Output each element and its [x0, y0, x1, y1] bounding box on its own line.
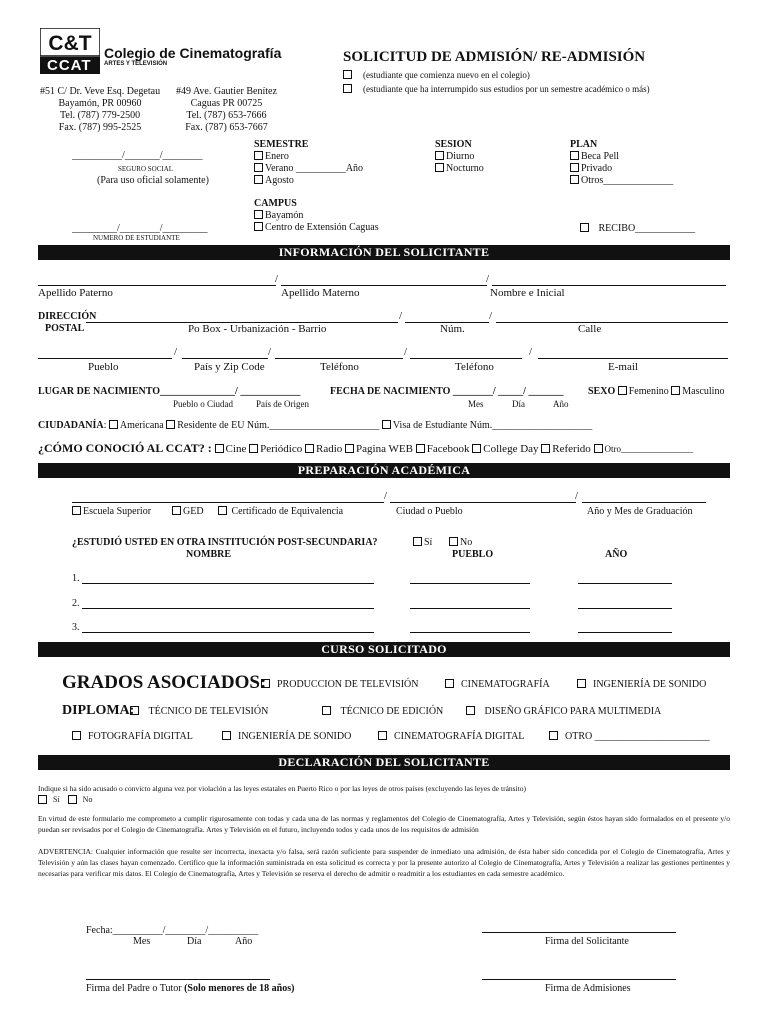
- checkbox[interactable]: [261, 679, 270, 688]
- campus-heading: CAMPUS: [254, 198, 297, 209]
- label-graduacion: Año y Mes de Graduación: [587, 506, 693, 517]
- prep-option-ged[interactable]: [172, 506, 204, 517]
- name-separator: /: [275, 273, 279, 285]
- label-postal: POSTAL: [45, 323, 85, 334]
- ssn-label: SEGURO SOCIAL: [118, 165, 174, 173]
- diploma-option-ingenieria-sonido[interactable]: [222, 731, 351, 742]
- option-label: Periódico: [260, 443, 303, 455]
- option-label: Nocturno: [446, 163, 484, 174]
- checkbox[interactable]: [466, 706, 475, 715]
- institution-row-number: 3.: [72, 622, 80, 633]
- option-label: Agosto: [265, 175, 294, 186]
- section-header-solicitante: INFORMACIÓN DEL SOLICITANTE: [38, 245, 730, 260]
- name-line-materno[interactable]: [281, 285, 487, 286]
- prep-line-graduacion[interactable]: [582, 502, 706, 503]
- dir-separator: /: [489, 310, 493, 322]
- logo-brand-mark: CCAT: [47, 57, 92, 74]
- option-label: Cine: [225, 443, 247, 455]
- label-num: Núm.: [440, 323, 465, 335]
- option-label: FOTOGRAFÍA DIGITAL: [88, 731, 193, 742]
- fecha-nacimiento-field[interactable]: FECHA DE NACIMIENTO ________/ _____/ _______: [330, 386, 564, 397]
- diploma-option-cine-digital[interactable]: [378, 731, 524, 742]
- lugar-nacimiento-field[interactable]: LUGAR DE NACIMIENTO_______________/ ____________: [38, 386, 301, 397]
- label-ano-col: AÑO: [605, 549, 628, 560]
- conocio-option-facebook[interactable]: [416, 443, 470, 455]
- checkbox[interactable]: [222, 731, 231, 740]
- option-label: GED: [183, 506, 204, 517]
- option-label: Sí: [424, 537, 433, 548]
- student-number-field[interactable]: _________/________/_________: [72, 223, 208, 234]
- label-pueblo-col: PUEBLO: [452, 549, 494, 560]
- prep-separator: /: [384, 490, 388, 502]
- label-ciudadania: CIUDADANÍA: [38, 420, 104, 431]
- option-label: Certificado de Equivalencia: [231, 506, 344, 517]
- address-caguas: [176, 86, 277, 134]
- page-title: SOLICITUD DE ADMISIÓN/ RE-ADMISIÓN: [343, 49, 646, 65]
- option-label: Privado: [581, 163, 613, 174]
- option-label: Facebook: [426, 443, 470, 455]
- plan-group: [570, 139, 673, 187]
- option-label: TÉCNICO DE EDICIÓN: [340, 706, 444, 717]
- post-secondary-option-no[interactable]: [449, 537, 472, 548]
- label-diploma: DIPLOMA:: [62, 703, 135, 718]
- prep-option-escuela[interactable]: [72, 506, 151, 517]
- diploma-option-otro[interactable]: [549, 731, 710, 742]
- checkbox[interactable]: [541, 444, 550, 453]
- label-email: E-mail: [608, 361, 638, 373]
- option-label: Pagina WEB: [356, 443, 413, 455]
- checkbox[interactable]: [618, 386, 627, 395]
- label-pueblo-ciudad: Pueblo o Ciudad: [173, 399, 233, 409]
- label-pobox: Po Box - Urbanización - Barrio: [188, 323, 327, 335]
- label-firma-padre: [86, 983, 294, 994]
- campus-option-bayamon[interactable]: [254, 210, 379, 222]
- conviction-question: Indique si ha sido acusado o convicto alguna vez por violación a las leyes estatales en Puerto Rico o por las leyes de otros países (excluyendo las leyes de tránsito): [38, 784, 526, 793]
- label-pueblo: Pueblo: [88, 361, 119, 373]
- checkbox[interactable]: [570, 151, 579, 160]
- conocio-option-radio[interactable]: [305, 443, 342, 455]
- checkbox[interactable]: [166, 420, 175, 429]
- checkbox[interactable]: [577, 679, 586, 688]
- label-grados-asociados: GRADOS ASOCIADOS:: [62, 672, 267, 693]
- checkbox[interactable]: [305, 444, 314, 453]
- diploma-option-fotografia[interactable]: [72, 731, 193, 742]
- checkbox[interactable]: [254, 163, 263, 172]
- option-label: INGENIERÍA DE SONIDO: [593, 679, 707, 690]
- label-ciudad-pueblo: Ciudad o Pueblo: [396, 506, 463, 517]
- institution-row-pueblo[interactable]: [410, 632, 530, 633]
- plan-option-privado[interactable]: [570, 163, 673, 175]
- post-secondary-question: ¿ESTUDIÓ USTED EN OTRA INSTITUCIÓN POST-SECUNDARIA?: [72, 537, 378, 548]
- option-label: DISEÑO GRÁFICO PARA MULTIMEDIA: [484, 706, 662, 717]
- contact-line-telefono1[interactable]: [275, 358, 403, 359]
- ciudadania-option-residente[interactable]: [166, 420, 379, 431]
- diploma-option-diseno-grafico[interactable]: [466, 706, 661, 717]
- option-label: Sí: [53, 795, 60, 804]
- option-label: College Day: [483, 443, 539, 455]
- option-label: OTRO _______________________: [565, 731, 710, 742]
- checkbox[interactable]: [382, 420, 391, 429]
- grado-option-cinematografia[interactable]: [445, 679, 550, 690]
- checkbox[interactable]: [254, 222, 263, 231]
- label-mes: Mes: [468, 399, 484, 409]
- conocio-option-otro[interactable]: [594, 443, 694, 455]
- institution-row-number: 1.: [72, 573, 80, 584]
- sesion-option-diurno[interactable]: [435, 151, 484, 163]
- diploma-option-tecnico-edicion[interactable]: [322, 706, 443, 717]
- institution-row-nombre[interactable]: [82, 583, 374, 584]
- admission-option-readmit[interactable]: [343, 84, 650, 94]
- sesion-heading: SESION: [435, 139, 472, 150]
- direccion-line-calle[interactable]: [496, 322, 728, 323]
- recibo-label: RECIBO____________: [598, 223, 696, 234]
- conocio-option-periodico[interactable]: [249, 443, 302, 455]
- sesion-option-nocturno[interactable]: [435, 163, 484, 175]
- label-calle: Calle: [578, 323, 602, 335]
- label-apellido-paterno: Apellido Paterno: [38, 287, 113, 299]
- label-dia: Día: [512, 399, 525, 409]
- institution-row-ano[interactable]: [578, 583, 672, 584]
- option-label: Visa de Estudiante Núm.____________________: [392, 420, 593, 431]
- option-label: Residente de EU Núm.______________________: [177, 420, 380, 431]
- student-number-label: NUMERO DE ESTUDIANTE: [93, 234, 180, 242]
- conocio-option-web[interactable]: [345, 443, 413, 455]
- declaration-paragraph: En virtud de este formulario me comprometo a cumplir rigurosamente con todas y cada una de las normas y reglamentos del Colegio de Cinematografía, Artes y Televisión, según éstos hayan sido formalados en el presente y/o puedan ser revisados por el Colegio de Cinematografía. Artes y Televisión en el futuro, incluyendo todos y cada unos de los requisitos de admisión: [38, 814, 730, 834]
- checkbox[interactable]: [472, 444, 481, 453]
- section-header-declaracion: DECLARACIÓN DEL SOLICITANTE: [38, 755, 730, 770]
- recibo-field[interactable]: [580, 223, 695, 234]
- institution-row-nombre[interactable]: [82, 632, 374, 633]
- checkbox[interactable]: [72, 731, 81, 740]
- prep-option-certificado[interactable]: [218, 506, 343, 517]
- logo-name: Colegio de Cinematografía: [104, 45, 282, 61]
- name-line-paterno[interactable]: [38, 285, 276, 286]
- checkbox[interactable]: [345, 444, 354, 453]
- fecha-field[interactable]: Fecha:__________/________/__________: [86, 925, 259, 936]
- conocio-option-college-day[interactable]: [472, 443, 538, 455]
- contact-line-telefono2[interactable]: [410, 358, 522, 359]
- label-firma-solicitante: Firma del Solicitante: [545, 936, 629, 947]
- warning-paragraph: ADVERTENCIA: Cualquier información que resulte ser incorrecta, inexacta y/o falsa, será razón suficiente para suspender de inmediato una admisión, de ésta haber sido concedida por el Colegio de Cinematografía, Artes y Televisión y aún las clases hayan comenzado. Certifico que la información suministrada en esta solicitud es correcta y por la presente autorizo al Colegio de Cinematografía, Artes y Televisión a realizar las gestiones pertinentes y necesarias para verificar mis datos. El Colegio de Cinematografía, Artes y Televisión se reserva el derecho de admitir o readmitir a los estudiantes en cada semestre académico.: [38, 847, 730, 878]
- campus-option-caguas[interactable]: [254, 222, 379, 234]
- label-text: Firma del Padre o Tutor: [86, 983, 182, 994]
- semestre-option-agosto[interactable]: [254, 175, 363, 187]
- conviction-option-si[interactable]: [38, 795, 60, 804]
- option-label: No: [82, 795, 93, 804]
- signature-line-admisiones[interactable]: [482, 979, 676, 980]
- checkbox[interactable]: [215, 444, 224, 453]
- ssn-field[interactable]: __________/_______/________: [72, 150, 203, 161]
- label-firma-admisiones: Firma de Admisiones: [545, 983, 631, 994]
- plan-option-otros[interactable]: [570, 175, 673, 187]
- checkbox[interactable]: [38, 795, 47, 804]
- contact-separator: /: [268, 346, 272, 358]
- ciudadania-group: CIUDADANÍA: Americana Residente de EU Núm.______________________ Visa de Estudiante Núm.____________________: [38, 420, 593, 431]
- institution-row-pueblo[interactable]: [410, 608, 530, 609]
- label-nombre-inicial: Nombre e Inicial: [490, 287, 565, 299]
- ccat-logo: [40, 28, 100, 74]
- checkbox[interactable]: [435, 151, 444, 160]
- ssn-note: (Para uso oficial solamente): [97, 175, 209, 186]
- semestre-option-enero[interactable]: [254, 151, 363, 163]
- semestre-heading: SEMESTRE: [254, 139, 309, 150]
- prep-separator: /: [575, 490, 579, 502]
- diploma-label-text: DIPLOMA: [62, 703, 130, 718]
- checkbox[interactable]: [580, 223, 589, 232]
- option-label: Bayamón: [265, 210, 304, 221]
- post-secondary-option-si[interactable]: [413, 537, 432, 548]
- checkbox[interactable]: [445, 679, 454, 688]
- label-pais-zip: País y Zip Code: [194, 361, 265, 373]
- plan-heading: PLAN: [570, 139, 598, 150]
- label-telefono: Teléfono: [455, 361, 494, 373]
- semestre-group: [254, 139, 363, 187]
- contact-separator: /: [174, 346, 178, 358]
- sesion-group: [435, 139, 484, 175]
- address-line: #51 C/ Dr. Veve Esq. Degetau: [40, 86, 161, 97]
- logo-subtitle: ARTES Y TELEVISIÓN: [104, 61, 168, 67]
- checkbox[interactable]: [254, 151, 263, 160]
- label-sexo: SEXO: [588, 386, 616, 397]
- checkbox[interactable]: [322, 706, 331, 715]
- address-line: Bayamón, PR 00960: [58, 98, 142, 109]
- address-line: Fax. (787) 995-2525: [58, 122, 142, 133]
- label-text-bold: (Solo menores de 18 años): [184, 983, 295, 994]
- label-ano: Año: [553, 399, 569, 409]
- institution-row-number: 2.: [72, 598, 80, 609]
- checkbox[interactable]: [254, 175, 263, 184]
- sexo-option-femenino[interactable]: [618, 386, 669, 397]
- contact-separator: /: [404, 346, 408, 358]
- institution-row-nombre[interactable]: [82, 608, 374, 609]
- option-label: CINEMATOGRAFÍA: [461, 679, 550, 690]
- label-telefono: Teléfono: [320, 361, 359, 373]
- checkbox[interactable]: [378, 731, 387, 740]
- contact-line-email[interactable]: [538, 358, 728, 359]
- admission-option-new[interactable]: [343, 70, 530, 80]
- option-label: PRODUCCION DE TELEVISIÓN: [277, 679, 419, 690]
- option-label: Escuela Superior: [83, 506, 152, 517]
- option-label: No: [460, 537, 473, 548]
- option-label: Beca Pell: [581, 151, 620, 162]
- checkbox[interactable]: [449, 537, 458, 546]
- checkbox[interactable]: [671, 386, 680, 395]
- checkbox[interactable]: [343, 70, 352, 79]
- institution-row-ano[interactable]: [578, 632, 672, 633]
- institution-row-ano[interactable]: [578, 608, 672, 609]
- name-line-nombre[interactable]: [492, 285, 726, 286]
- section-header-curso: CURSO SOLICITADO: [38, 642, 730, 657]
- address-line: Fax. (787) 653-7667: [185, 122, 268, 133]
- option-label: Radio: [316, 443, 343, 455]
- option-label: TÉCNICO DE TELEVISIÓN: [148, 706, 269, 717]
- address-bayamon: [40, 86, 160, 134]
- checkbox[interactable]: [218, 506, 227, 515]
- label-como-conocio: ¿CÓMO CONOCIÓ AL CCAT? :: [38, 441, 212, 455]
- diploma-option-tecnico-tv[interactable]: [130, 706, 268, 717]
- checkbox[interactable]: [249, 444, 258, 453]
- label-fecha-dia: Día: [187, 936, 202, 947]
- institution-row-pueblo[interactable]: [410, 583, 530, 584]
- option-label: Femenino: [628, 386, 669, 397]
- prep-line-ciudad[interactable]: [390, 502, 576, 503]
- label-direccion: DIRECCIÓN: [38, 311, 97, 322]
- conviction-options: [38, 795, 92, 805]
- option-label: Diurno: [446, 151, 475, 162]
- checkbox[interactable]: [416, 444, 425, 453]
- option-label: Otro________________: [604, 444, 694, 454]
- option-label: Otros______________: [581, 175, 674, 186]
- checkbox[interactable]: [594, 444, 603, 453]
- grado-option-produccion-tv[interactable]: [261, 679, 418, 690]
- ciudadania-option-americana[interactable]: [109, 420, 164, 431]
- checkbox[interactable]: [172, 506, 181, 515]
- option-label: (estudiante que ha interrumpido sus estudios por un semestre académico o más): [363, 84, 650, 94]
- semestre-option-verano[interactable]: [254, 163, 363, 175]
- signature-line-padre[interactable]: [86, 979, 270, 980]
- conocio-option-referido[interactable]: [541, 443, 590, 455]
- option-label: (estudiante que comienza nuevo en el colegio): [363, 70, 530, 80]
- checkbox[interactable]: [68, 795, 77, 804]
- checkbox[interactable]: [72, 506, 81, 515]
- checkbox[interactable]: [435, 163, 444, 172]
- checkbox[interactable]: [570, 175, 579, 184]
- grado-option-ingenieria-sonido[interactable]: [577, 679, 706, 690]
- label-nombre: NOMBRE: [186, 549, 231, 560]
- address-line: #49 Ave. Gautier Benítez: [176, 86, 277, 97]
- checkbox[interactable]: [413, 537, 422, 546]
- option-label: Americana: [119, 420, 164, 431]
- conocio-option-cine[interactable]: [215, 443, 247, 455]
- address-line: Tel. (787) 779-2500: [59, 110, 141, 121]
- contact-line-pais[interactable]: [182, 358, 268, 359]
- label-pais-origen: País de Origen: [256, 399, 309, 409]
- como-conocio-group: [38, 441, 693, 456]
- prep-line-escuela[interactable]: [72, 502, 384, 503]
- option-label: CINEMATOGRAFÍA DIGITAL: [394, 731, 525, 742]
- option-label: Masculino: [682, 386, 725, 397]
- label-apellido-materno: Apellido Materno: [281, 287, 360, 299]
- label-fecha-ano: Año: [235, 936, 253, 947]
- sexo-option-masculino[interactable]: [671, 386, 724, 397]
- svg-text:C&T: C&T: [48, 32, 92, 55]
- option-label: Enero: [265, 151, 289, 162]
- checkbox[interactable]: [254, 210, 263, 219]
- checkbox[interactable]: [109, 420, 118, 429]
- dir-separator: /: [399, 310, 403, 322]
- checkbox[interactable]: [549, 731, 558, 740]
- option-label: Centro de Extensión Caguas: [265, 222, 379, 233]
- contact-line-pueblo[interactable]: [38, 358, 172, 359]
- name-separator: /: [486, 273, 490, 285]
- checkbox[interactable]: [130, 706, 139, 715]
- option-label: INGENIERÍA DE SONIDO: [238, 731, 352, 742]
- ciudadania-option-visa[interactable]: [382, 420, 592, 431]
- signature-line-solicitante[interactable]: [482, 932, 676, 933]
- option-label: Referido: [552, 443, 591, 455]
- checkbox[interactable]: [343, 84, 352, 93]
- address-line: Caguas PR 00725: [190, 98, 263, 109]
- contact-separator: /: [529, 346, 533, 358]
- section-header-preparacion: PREPARACIÓN ACADÉMICA: [38, 463, 730, 478]
- sexo-group: [588, 386, 724, 397]
- checkbox[interactable]: [570, 163, 579, 172]
- plan-option-beca[interactable]: [570, 151, 673, 163]
- label-fecha-mes: Mes: [133, 936, 151, 947]
- address-line: Tel. (787) 653-7666: [186, 110, 267, 121]
- conviction-option-no[interactable]: [68, 795, 93, 804]
- campus-group: [254, 198, 379, 234]
- option-label: Verano __________Año: [265, 163, 364, 174]
